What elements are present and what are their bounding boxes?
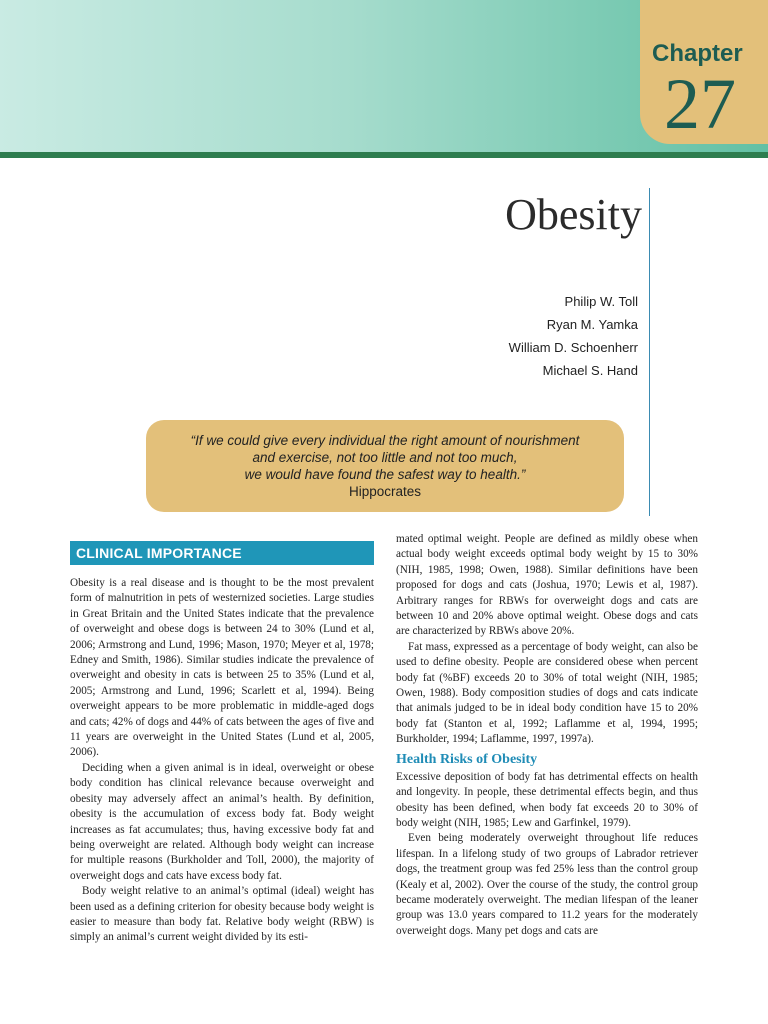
- page-title: Obesity: [505, 190, 642, 239]
- epigraph-quote: [146, 420, 624, 512]
- subheading: Health Risks of Obesity: [396, 751, 538, 767]
- quote-attribution: Hippocrates: [348, 484, 422, 499]
- author-list: [509, 290, 638, 382]
- section-heading: CLINICAL IMPORTANCE: [76, 545, 242, 561]
- title-divider: [649, 188, 650, 516]
- quote-line: we would have found the safest way to health.”: [244, 467, 526, 482]
- paragraph: Fat mass, expressed as a percentage of body weight, can also be used to define obesity. People are considered obese when percent body fat (%BF) exceeds 20 to 30% of total weight (NIH, 1985; Owen, 1988). Body composition studies of dogs and cats indicate that animals judged to be in ideal body condition have 15 to 20% body fat (Stanton et al, 1992; Laflamme et al, 1994, 1995; Burkholder, 1994; Laflamme, 1997, 1997a).: [396, 640, 698, 746]
- paragraph: Deciding when a given animal is in ideal, overweight or obese body condition has clinical relevance because overweight and obesity may adversely affect an animal’s health. By definition, obesity is the accumulation of excess body fat. Body weight increases as fat accumulates; thus, having excessive body fat and being overweight are related. Although body weight can increase for multiple reasons (Burkholder and Toll, 2000), the majority of overweight dogs and cats have excess body fat.: [70, 761, 374, 882]
- paragraph: Even being moderately overweight throughout life reduces lifespan. In a lifelong study of two groups of Labrador retriever dogs, the treatment group was fed 25% less than the control group (Kealy et al, 2002). Over the course of the study, the control group became moderately overweight. The median lifespan of the leaner group was 13.0 years compared to 11.2 years for the moderately overweight dogs. Many pet dogs and cats are: [396, 832, 698, 937]
- author-name: Ryan M. Yamka: [546, 317, 638, 332]
- author-name: William D. Schoenherr: [508, 340, 638, 355]
- text-column-left: [70, 576, 374, 946]
- chapter-number: 27: [664, 64, 736, 144]
- header-rule: [0, 152, 768, 158]
- paragraph: mated optimal weight. People are defined as mildly obese when actual body weight exceeds optimal body weight by 15 to 30% (NIH, 1985, 1998; Owen, 1988). Similar definitions have been proposed for dogs and cats (Joshua, 1970; Lewis et al, 1987). Arbitrary ranges for RBWs for overweight dogs and cats are between 10 and 20% above optimal weight. Obese dogs and cats are characterized by RBWs above 20%.: [396, 533, 698, 638]
- paragraph: Obesity is a real disease and is thought to be the most prevalent form of malnutrition in pets of westernized societies. Large studies in Great Britain and the United States indicate that the prevalence of overweight and obese dogs is between 24 to 30% (Lund et al, 2006; Armstrong and Lund, 1996; Mason, 1970; Meyer et al, 1978; Edney and Smith, 1986). Similar studies indicate the prevalence of overweight and obesity in cats is between 25 to 35% (Lund et al, 2005; Armstrong and Lund, 1996; Scarlett et al, 1994). Being overweight appears to be more problematic in middle-aged dogs and cats; 42% of dogs and 44% of cats between the ages of five and 11 years are overweight in the United States (Lund et al, 2005, 2006).: [70, 577, 374, 759]
- author-name: Philip W. Toll: [564, 294, 638, 309]
- section-heading-bar: [70, 541, 374, 565]
- paragraph: Excessive deposition of body fat has detrimental effects on health and longevity. In people, these detrimental effects begin, and thus obesity has been defined, when body fat exceeds 20 to 30% of body weight (NIH, 1985; Lew and Garfinkel, 1979).: [396, 770, 698, 829]
- quote-line: and exercise, not too little and not too much,: [252, 450, 518, 465]
- chapter-label: Chapter: [652, 40, 743, 67]
- paragraph: Body weight relative to an animal’s optimal (ideal) weight has been used as a defining criterion for obesity because body weight is easier to measure than body fat. Relative body weight (RBW) is simply an animal’s current weight divided by its esti-: [70, 885, 374, 944]
- quote-line: “If we could give every individual the right amount of nourishment: [190, 433, 580, 448]
- text-column-right: [396, 532, 698, 939]
- author-name: Michael S. Hand: [542, 363, 638, 378]
